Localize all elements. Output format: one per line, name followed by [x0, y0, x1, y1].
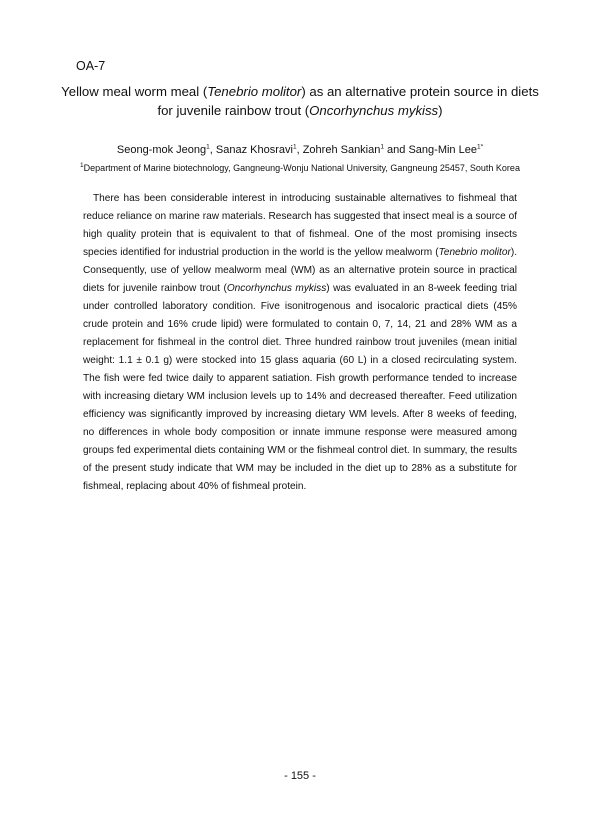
affiliation [60, 162, 540, 174]
author-affil-mark: 1 [380, 143, 384, 151]
author-name: Seong-mok Jeong [116, 144, 207, 156]
author-name: Sanaz Khosravi [215, 144, 293, 156]
affiliation-mark: 1 [80, 162, 84, 169]
author-separator: and [384, 144, 409, 156]
author-separator: , [209, 144, 216, 156]
author-separator: , [296, 144, 303, 156]
session-code: OA-7 [76, 59, 106, 73]
title-text-3: for juvenile rainbow trout ( [157, 103, 310, 118]
title-species-2: Oncorhynchus mykiss [309, 103, 439, 118]
title-text-4: ) [438, 103, 443, 118]
abstract-text-3: ) was evaluated in an 8-week feeding trial under controlled laboratory condition. Five isonitrogenous and isocaloric practical diets (45% crude protein and 16% crude lipid) were formulated to contain 0, 7, 14, 21 and 28% WM as a replacement for fishmeal in the control diet. Three hundred rainbow trout juveniles (mean initial weight: 1.1 ± 0.1 g) were stocked into 15 glass aquaria (60 L) in a closed recirculating system. The fish were fed twice daily to apparent satiation. Fish growth performance tended to increase with increasing dietary WM inclusion levels up to 14% and decreased thereafter. Feed utilization efficiency was significantly improved by increasing dietary WM levels. After 8 weeks of feeding, no differences in whole body composition or innate immune response were measured among groups fed experimental diets containing WM or the fishmeal control diet. In summary, the results of the present study indicate that WM may be included in the diet up to 28% as a substitute for fishmeal, replacing about 40% of fishmeal protein. [83, 283, 517, 492]
abstract-species-1: Tenebrio molitor [438, 247, 511, 258]
author-affil-mark: 1* [476, 143, 484, 151]
abstract-body [83, 190, 517, 496]
author-name: Sang-Min Lee [408, 144, 477, 156]
author-name: Zohreh Sankian [302, 144, 381, 156]
paper-title [60, 82, 540, 120]
title-species-1: Tenebrio molitor [207, 84, 302, 99]
title-text-1: Yellow meal worm meal ( [61, 84, 208, 99]
author-affil-mark: 1 [292, 143, 297, 151]
abstract-text-2: ). Consequently, use of yellow mealworm meal (WM) as an alternative protein source in practical diets for juvenile rainbow trout ( [83, 247, 517, 294]
abstract-species-2: Oncorhynchus mykiss [226, 283, 327, 294]
author-list [40, 143, 560, 157]
page-number: - 155 - [284, 770, 316, 782]
title-text-2: ) as an alternative protein source in diets [301, 84, 539, 99]
affiliation-text: Department of Marine biotechnology, Gangneung-Wonju National University, Gangneung 25457, South Korea [83, 163, 520, 173]
abstract-text-1: There has been considerable interest in introducing sustainable alternatives to fishmeal that reduce reliance on marine raw materials. Research has suggested that insect meal is a source of high quality protein that is equivalent to that of fishmeal. One of the most promising insects species identified for industrial production in the world is the yellow mealworm ( [83, 193, 517, 258]
author-affil-mark: 1 [206, 143, 210, 151]
abstract-paragraph [83, 190, 517, 496]
